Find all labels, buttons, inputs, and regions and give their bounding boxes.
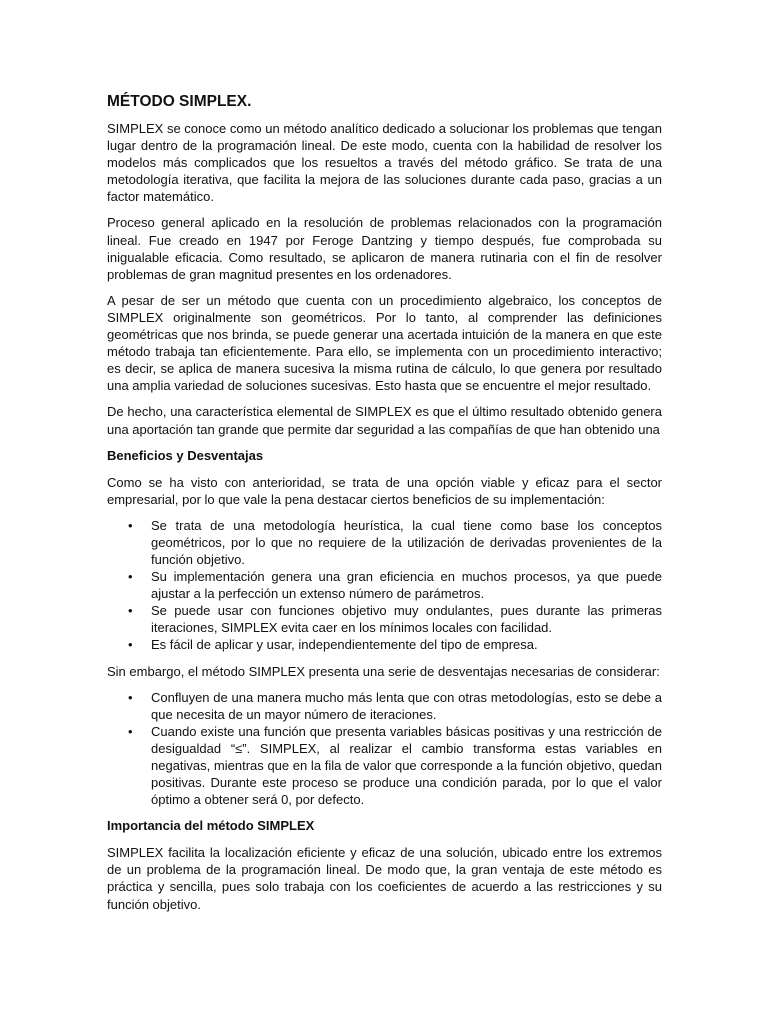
- bullet-icon: •: [128, 689, 133, 705]
- benefit-text: Se puede usar con funciones objetivo muy ondulantes, pues durante las primeras iteraciones, SIMPLEX evita caer en los mínimos locales con facilidad.: [151, 603, 662, 636]
- intro-paragraph-2: Proceso general aplicado en la resolución de problemas relacionados con la programación lineal. Fue creado en 1947 por Feroge Dantzing y tiempo después, fue comprobada su inigualable eficacia. Como resultado, se aplicaron de manera rutinaria con el fin de resolver problemas de gran magnitud presentes en los ordenadores.: [107, 215, 662, 282]
- intro-paragraph-3: A pesar de ser un método que cuenta con un procedimiento algebraico, los conceptos de SIMPLEX originalmente son geométricos. Por lo tanto, al comprender las definiciones geométricas que nos brinda, se puede generar una acertada intuición de la manera en que este método trabaja tan eficientemente. Para ello, se implementa con un procedimiento interactivo; es decir, se aplica de manera sucesiva la misma rutina de cálculo, lo que genera por resultado una amplia variedad de soluciones sucesivas. Esto hasta que se encuentre el mejor resultado.: [107, 292, 662, 394]
- bullet-icon: •: [128, 637, 133, 653]
- benefits-list: [107, 517, 662, 654]
- drawback-text: Confluyen de una manera mucho más lenta que con otras metodologías, esto se debe a que necesita de un mayor número de iteraciones.: [151, 689, 662, 722]
- list-item: [107, 602, 662, 636]
- bullet-icon: •: [128, 723, 133, 739]
- list-item: [107, 636, 662, 653]
- document-page: [107, 93, 662, 922]
- benefit-text: Es fácil de aplicar y usar, independientemente del tipo de empresa.: [151, 637, 538, 653]
- importance-paragraph: SIMPLEX facilita la localización eficiente y eficaz de una solución, ubicado entre los extremos de un problema de la programación lineal. De modo que, la gran ventaja de este método es práctica y sencilla, pues solo trabaja con los coeficientes de acuerdo a las restricciones y su función objetivo.: [107, 845, 662, 912]
- benefit-text: Su implementación genera una gran eficiencia en muchos procesos, ya que puede ajustar a la perfección un extenso número de parámetros.: [151, 569, 662, 602]
- document-title: MÉTODO SIMPLEX.: [107, 93, 252, 110]
- drawbacks-list: [107, 689, 662, 809]
- list-item: [107, 689, 662, 723]
- bullet-icon: •: [128, 517, 133, 533]
- benefits-heading: Beneficios y Desventajas: [107, 447, 264, 463]
- bullet-icon: •: [128, 569, 133, 585]
- benefits-intro: Como se ha visto con anterioridad, se trata de una opción viable y eficaz para el sector empresarial, por lo que vale la pena destacar ciertos beneficios de su implementación:: [107, 474, 662, 507]
- list-item: [107, 568, 662, 602]
- intro-paragraph-4: De hecho, una característica elemental de SIMPLEX es que el último resultado obtenido genera una aportación tan grande que permite dar seguridad a las compañías de que han obtenido una: [107, 404, 662, 437]
- intro-paragraph-1: SIMPLEX se conoce como un método analítico dedicado a solucionar los problemas que tengan lugar dentro de la programación lineal. De este modo, cuenta con la habilidad de resolver los modelos más complicados que los resueltos a través del método gráfico. Se trata de una metodología iterativa, que facilita la mejora de las soluciones durante cada paso, gracias a un factor matemático.: [107, 121, 663, 205]
- drawbacks-intro: Sin embargo, el método SIMPLEX presenta una serie de desventajas necesarias de considerar:: [107, 663, 660, 679]
- importance-heading: Importancia del método SIMPLEX: [107, 818, 315, 834]
- list-item: [107, 517, 662, 568]
- drawback-text: Cuando existe una función que presenta variables básicas positivas y una restricción de desigualdad “≤”. SIMPLEX, al realizar el cambio transforma estas variables en negativas, mientras que en la fila de valor que corresponde a la función objetivo, quedan positivas. Durante este proceso se produce una condición parada, por lo que el valor óptimo a obtener será 0, por defecto.: [151, 723, 662, 808]
- benefit-text: Se trata de una metodología heurística, la cual tiene como base los conceptos geométricos, por lo que no requiere de la utilización de derivadas provenientes de la función objetivo.: [151, 517, 662, 567]
- list-item: [107, 723, 662, 808]
- bullet-icon: •: [128, 603, 133, 619]
